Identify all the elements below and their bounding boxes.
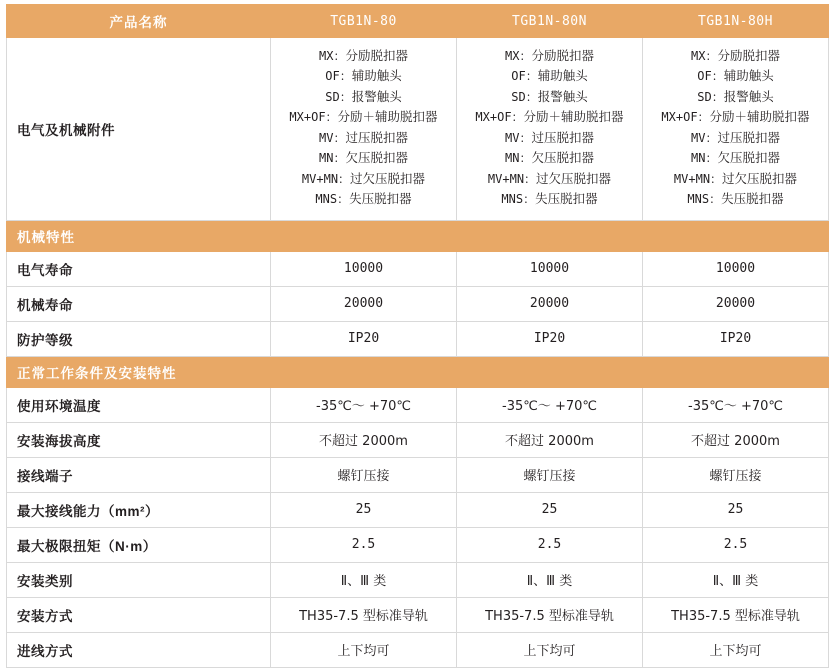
accessory-code: MV+MN： [301, 171, 351, 186]
table-row [7, 251, 829, 286]
accessory-text: 过欠压脱扣器 [536, 171, 612, 186]
table-body [7, 5, 829, 668]
accessory-text: 分励＋辅助脱扣器 [709, 110, 810, 125]
accessory-code: SD： [325, 89, 352, 104]
row-value: 上下均可 [643, 632, 829, 667]
row-label: 安装类别 [7, 562, 271, 597]
row-value: 螺钉压接 [643, 457, 829, 492]
accessory-line [461, 66, 638, 86]
row-value: 2.5 [271, 527, 457, 562]
accessory-line [461, 169, 638, 189]
accessory-line [647, 66, 824, 86]
row-value: 2.5 [643, 527, 829, 562]
row-label: 最大极限扭矩（N·m） [7, 527, 271, 562]
accessory-code: SD： [511, 89, 538, 104]
accessory-line [461, 107, 638, 127]
row-label: 防护等级 [7, 321, 271, 356]
accessory-code: MNS： [687, 192, 722, 207]
table-row [7, 597, 829, 632]
row-value: 25 [271, 492, 457, 527]
row-value: 螺钉压接 [457, 457, 643, 492]
accessory-code: MV： [319, 130, 346, 145]
table-row [7, 321, 829, 356]
accessory-text: 报警触头 [351, 89, 402, 104]
accessory-code: MNS： [501, 192, 536, 207]
accessory-line [275, 107, 452, 127]
accessories-cell-1 [271, 38, 457, 221]
section-band-mechanical [7, 220, 829, 251]
accessory-text: 失压脱扣器 [721, 192, 784, 207]
accessory-code: MX+OF： [661, 110, 710, 125]
row-label: 最大接线能力（mm²） [7, 492, 271, 527]
accessory-code: MX： [319, 49, 346, 63]
accessory-line [275, 128, 452, 148]
row-value: 20000 [643, 286, 829, 321]
row-value: IP20 [457, 321, 643, 356]
row-label: 使用环境温度 [7, 387, 271, 422]
table-row [7, 387, 829, 422]
table-row [7, 457, 829, 492]
row-value: 螺钉压接 [271, 457, 457, 492]
row-label: 接线端子 [7, 457, 271, 492]
accessory-line [461, 189, 638, 209]
row-value: -35℃～ +70℃ [457, 387, 643, 422]
accessory-line [647, 87, 824, 107]
row-value: IP20 [271, 321, 457, 356]
accessory-code: MV： [505, 130, 532, 145]
accessory-line [275, 87, 452, 107]
accessories-cell-2 [457, 38, 643, 221]
row-value: 10000 [457, 251, 643, 286]
table-row [7, 492, 829, 527]
accessory-line [275, 189, 452, 209]
row-label: 电气寿命 [7, 251, 271, 286]
specification-table [6, 4, 829, 668]
row-value: -35℃～ +70℃ [643, 387, 829, 422]
accessory-text: 分励＋辅助脱扣器 [523, 110, 624, 125]
accessory-text: 过压脱扣器 [531, 130, 594, 145]
row-value: 25 [457, 492, 643, 527]
row-label: 机械寿命 [7, 286, 271, 321]
accessory-text: 过欠压脱扣器 [350, 171, 426, 186]
accessory-code: MNS： [315, 192, 350, 207]
row-value: 20000 [271, 286, 457, 321]
accessory-code: MN： [505, 151, 532, 166]
row-value: TH35-7.5 型标准导轨 [643, 597, 829, 632]
accessory-line [461, 148, 638, 168]
row-value: Ⅱ、Ⅲ 类 [457, 562, 643, 597]
accessory-line [275, 66, 452, 86]
row-value: IP20 [643, 321, 829, 356]
header-model-3: TGB1N-80H [643, 5, 829, 38]
table-row [7, 527, 829, 562]
accessory-text: 过欠压脱扣器 [722, 171, 798, 186]
accessory-text: 失压脱扣器 [349, 192, 412, 207]
accessory-line [647, 46, 824, 66]
accessory-text: 报警触头 [537, 89, 588, 104]
row-value: 不超过 2000m [271, 422, 457, 457]
accessory-line [461, 128, 638, 148]
accessory-line [275, 148, 452, 168]
accessory-code: OF： [697, 69, 724, 84]
accessory-text: 辅助触头 [351, 69, 402, 84]
section-band-label: 正常工作条件及安装特性 [7, 356, 829, 387]
accessory-line [647, 128, 824, 148]
accessory-code: MV+MN： [487, 171, 537, 186]
header-model-1: TGB1N-80 [271, 5, 457, 38]
row-value: Ⅱ、Ⅲ 类 [643, 562, 829, 597]
row-value: 25 [643, 492, 829, 527]
row-value: -35℃～ +70℃ [271, 387, 457, 422]
table-header-row [7, 5, 829, 38]
accessories-label: 电气及机械附件 [7, 38, 271, 221]
header-model-2: TGB1N-80N [457, 5, 643, 38]
accessory-line [647, 107, 824, 127]
row-value: 10000 [643, 251, 829, 286]
table-row [7, 286, 829, 321]
row-value: Ⅱ、Ⅲ 类 [271, 562, 457, 597]
accessory-text: 辅助触头 [723, 69, 774, 84]
row-label: 进线方式 [7, 632, 271, 667]
accessory-line [461, 87, 638, 107]
header-product-name: 产品名称 [7, 5, 271, 38]
accessory-text: 过压脱扣器 [345, 130, 408, 145]
accessory-text: 分励＋辅助脱扣器 [337, 110, 438, 125]
accessory-code: MV： [691, 130, 718, 145]
section-band-label: 机械特性 [7, 220, 829, 251]
accessory-line [461, 46, 638, 66]
row-value: 20000 [457, 286, 643, 321]
accessory-code: OF： [511, 69, 538, 84]
row-value: 2.5 [457, 527, 643, 562]
row-value: TH35-7.5 型标准导轨 [457, 597, 643, 632]
row-value: 不超过 2000m [643, 422, 829, 457]
accessory-line [647, 169, 824, 189]
accessory-text: 分励脱扣器 [345, 49, 408, 63]
accessory-line [275, 169, 452, 189]
accessory-code: MX+OF： [475, 110, 524, 125]
accessories-cell-3 [643, 38, 829, 221]
accessory-code: MV+MN： [673, 171, 723, 186]
accessory-code: MX+OF： [289, 110, 338, 125]
accessory-text: 分励脱扣器 [717, 49, 780, 63]
accessory-text: 报警触头 [723, 89, 774, 104]
accessory-code: OF： [325, 69, 352, 84]
accessory-code: MN： [691, 151, 718, 166]
accessory-code: MX： [691, 49, 718, 63]
accessory-text: 失压脱扣器 [535, 192, 598, 207]
accessory-line [647, 189, 824, 209]
accessory-text: 辅助触头 [537, 69, 588, 84]
row-value: 上下均可 [457, 632, 643, 667]
accessory-text: 欠压脱扣器 [717, 151, 780, 166]
accessory-text: 过压脱扣器 [717, 130, 780, 145]
row-value: TH35-7.5 型标准导轨 [271, 597, 457, 632]
accessory-line [275, 46, 452, 66]
accessory-line [647, 148, 824, 168]
accessory-text: 欠压脱扣器 [345, 151, 408, 166]
row-label: 安装方式 [7, 597, 271, 632]
accessory-code: MN： [319, 151, 346, 166]
accessories-row [7, 38, 829, 221]
accessory-text: 分励脱扣器 [531, 49, 594, 63]
accessory-code: MX： [505, 49, 532, 63]
row-value: 上下均可 [271, 632, 457, 667]
table-row [7, 422, 829, 457]
section-band-operating-conditions [7, 356, 829, 387]
row-value: 10000 [271, 251, 457, 286]
table-row [7, 562, 829, 597]
row-value: 不超过 2000m [457, 422, 643, 457]
row-label: 安装海拔高度 [7, 422, 271, 457]
accessory-text: 欠压脱扣器 [531, 151, 594, 166]
accessory-code: SD： [697, 89, 724, 104]
